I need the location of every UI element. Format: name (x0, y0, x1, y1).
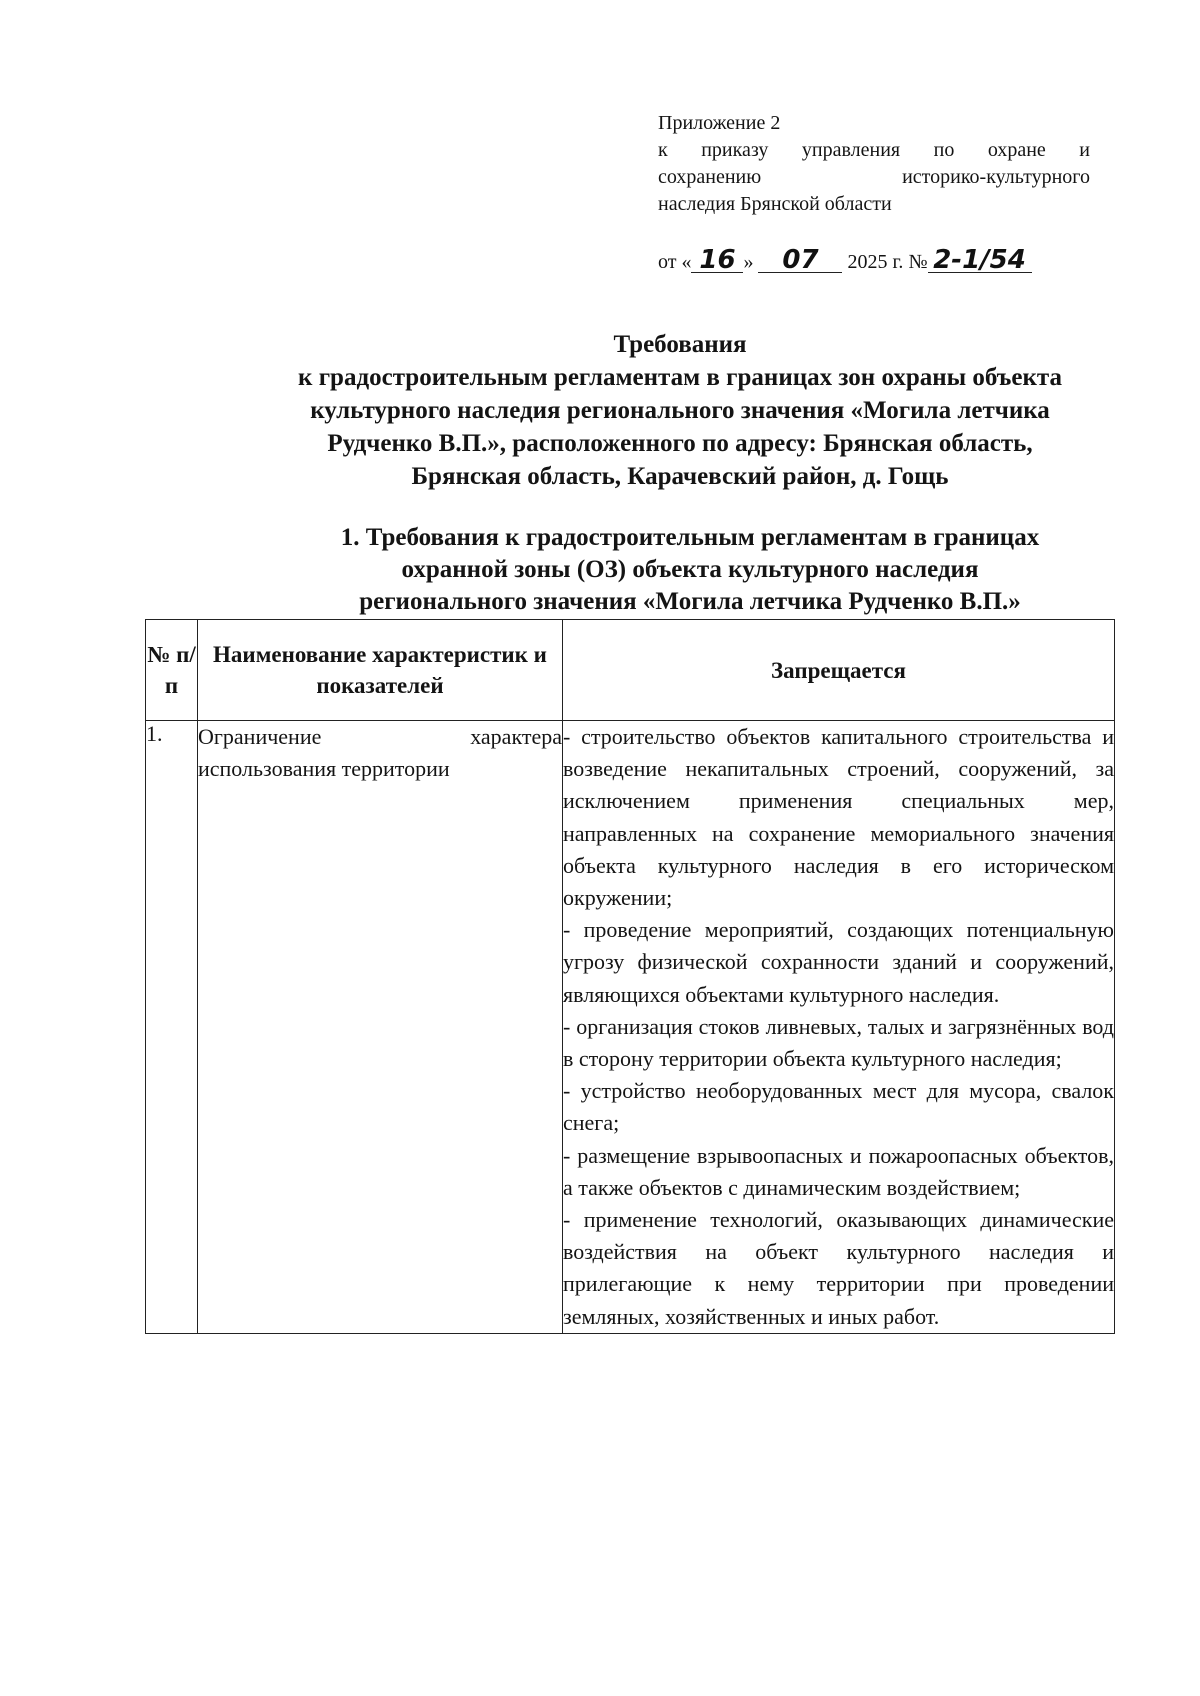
row-prohibited-list (563, 721, 1115, 1334)
table-header-row (146, 620, 1115, 721)
section-heading: 1. Требования к градостроительным регламентам в границах охранной зоны (ОЗ) объекта культурного наследия регионального значения «Могила летчика Рудченко В.П.» (340, 524, 1040, 615)
date-prefix: от « (658, 251, 692, 273)
date-year: 2025 г. (847, 251, 904, 273)
document-title (210, 328, 1150, 493)
header-characteristic: Наименование характеристик и показателей (198, 620, 563, 721)
prohibited-item: - проведение мероприятий, создающих потенциальную угрозу физической сохранности зданий и сооружений, являющихся объектами культурного наследия. (563, 917, 1114, 1007)
handwritten-month: 07 (758, 248, 842, 273)
header-prohibited: Запрещается (563, 620, 1115, 721)
row-characteristic: Ограничение характера использования территории (198, 721, 563, 1334)
prohibited-item: - размещение взрывоопасных и пожароопасных объектов, а также объектов с динамическим воздействием; (563, 1142, 1114, 1200)
appendix-line: сохранению историко-культурного (658, 166, 1090, 188)
row-num: 1. (146, 721, 198, 1334)
prohibited-item: - устройство необорудованных мест для мусора, свалок снега; (563, 1078, 1114, 1136)
handwritten-day: 16 (691, 248, 743, 273)
date-quote-close: » (743, 251, 754, 273)
header-num: № п/п (146, 620, 198, 721)
appendix-block (658, 110, 1090, 218)
prohibited-item: - строительство объектов капитального строительства и возведение некапитальных строений, сооружений, за исключением применения специальных мер, направленных на сохранение мемориального значения объекта культурного наследия в его историческом окружении; (563, 724, 1114, 911)
order-date-number (658, 245, 1098, 275)
appendix-number: Приложение 2 (658, 112, 781, 134)
title-subtitle: к градостроительным регламентам в границах зон охраны объекта культурного наследия регионального значения «Могила летчика Рудченко В.П.», расположенного по адресу: Брянская область, Брянская область, Карачевский район, д. Гощь (298, 364, 1062, 490)
table-row (146, 721, 1115, 1334)
handwritten-order-number: 2-1/54 (928, 248, 1032, 273)
number-label: № (908, 251, 928, 273)
prohibited-item: - применение технологий, оказывающих динамические воздействия на объект культурного наследия и прилегающие к нему территории при проведении земляных, хозяйственных и иных работ. (563, 1207, 1114, 1329)
appendix-line: к приказу управления по охране и (658, 139, 1090, 161)
title-main: Требования (613, 331, 747, 358)
prohibited-item: - организация стоков ливневых, талых и загрязнённых вод в сторону территории объекта культурного наследия; (563, 1013, 1114, 1072)
requirements-table (145, 619, 1115, 1334)
appendix-line: наследия Брянской области (658, 193, 892, 215)
